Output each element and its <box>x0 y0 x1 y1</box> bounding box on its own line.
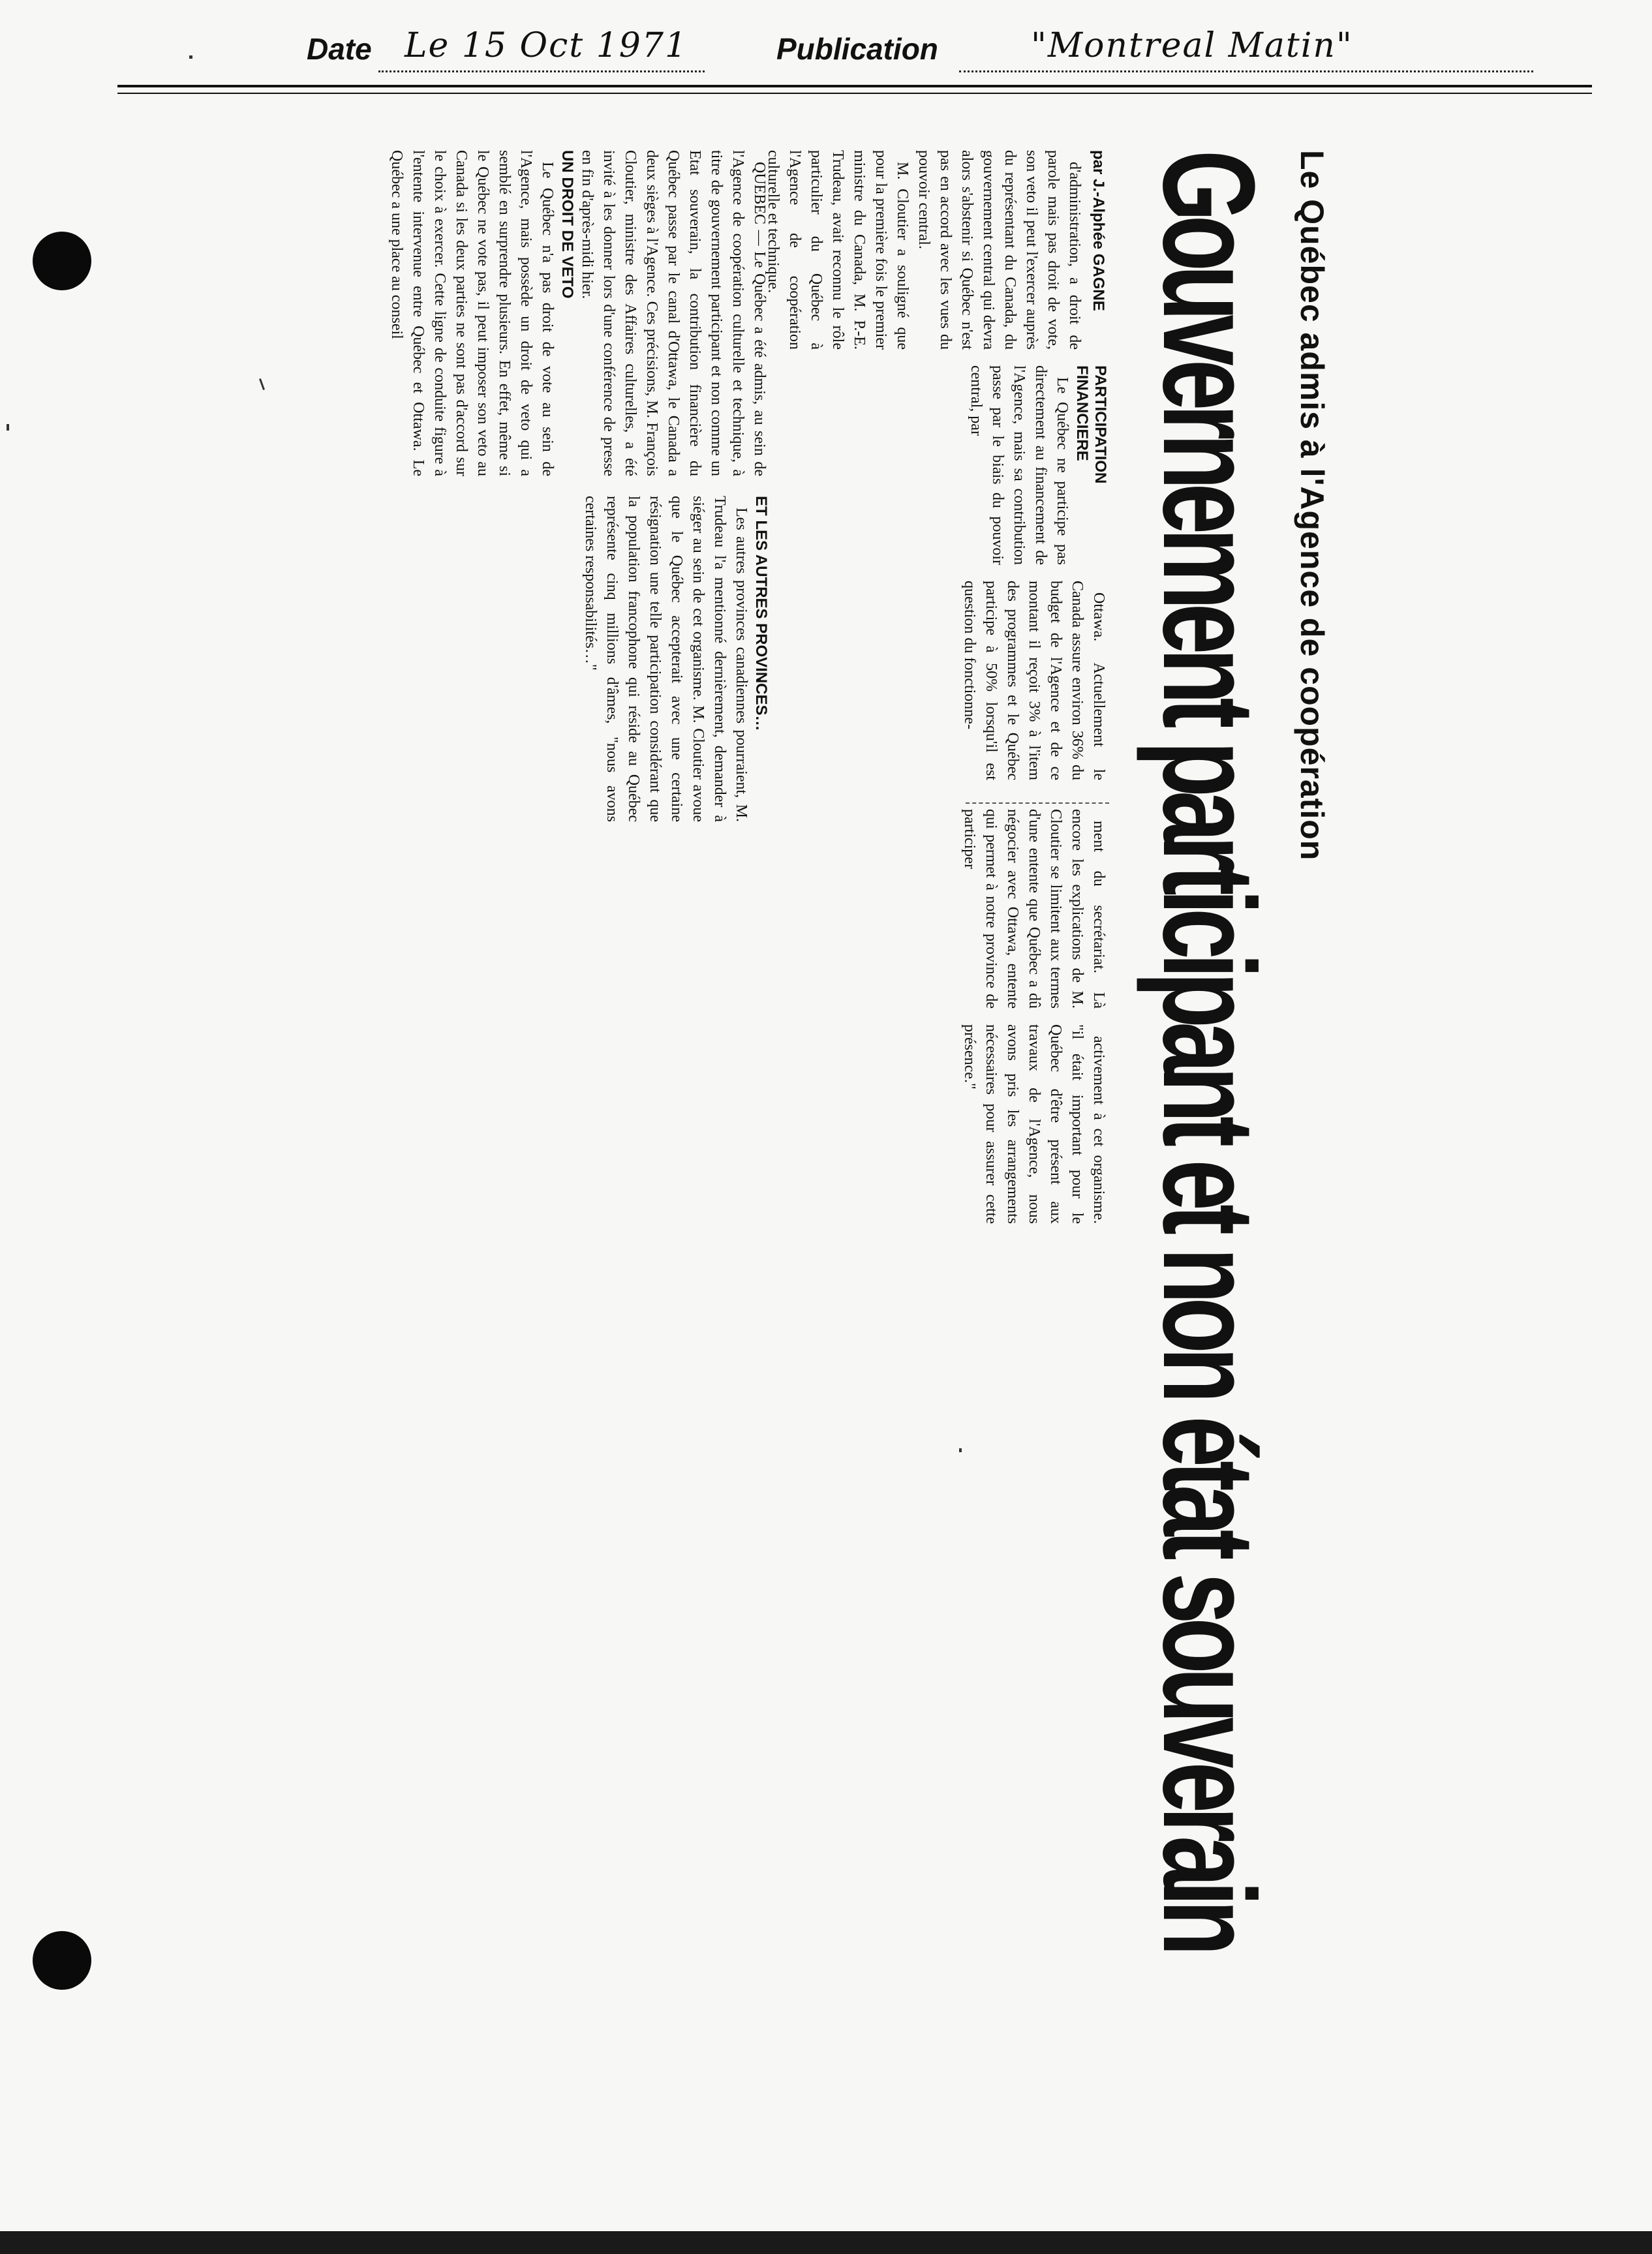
article-column-4 <box>958 809 1109 1009</box>
publication-line <box>959 70 1533 72</box>
scan-speck <box>189 55 192 59</box>
paragraph: Les autres provinces canadiennes pourraient, M. Trudeau l'a mentionné dernièrement, demander à siéger au sein de cet organisme. M. Cloutier avoue que le Québec accepterait avec une certaine résignation une telle participation considérant que la population francophone qui réside au Québec représente cinq millions d'âmes, "nous avons certaines responsabilités…" <box>582 496 750 822</box>
article-column-2 <box>965 365 1109 565</box>
paragraph: ment du secrétariat. Là encore les explications de M. Cloutier se limitent aux termes d'une entente que Québec a dû négocier avec Ottawa, entente qui permet à notre province de participer <box>961 809 1107 1009</box>
paragraph: M. Cloutier a souligné que pour la première fois le premier ministre du Canada, M. P.-E. Trudeau, avait reconnu le rôle particulier du Québec à l'Agence de coopération culturelle et technique. <box>765 150 911 350</box>
article-kicker: Le Québec admis à l'Agence de coopération <box>1294 150 1330 861</box>
subhead: PARTICIPATION FINANCIERE <box>1073 365 1109 484</box>
scan-speck <box>259 378 265 390</box>
header-rule <box>117 85 1592 87</box>
publication-value: "Montreal Matin" <box>1031 26 1353 65</box>
publication-label: Publication <box>776 32 938 66</box>
article-column-6 <box>386 150 770 476</box>
article-tier-upper <box>765 150 1109 2029</box>
column-divider <box>966 802 1109 804</box>
paragraph: QUEBEC — Le Québec a été admis, au sein de l'Agence de coopération culturelle et technique, à titre de gouvernement participant et non comme un Etat souverain, la contribution financière du Québec passe par le canal d'Ottawa, le Canada a deux sièges à l'Agence. Ces précisions, M. François Cloutier, ministre des Affaires culturelles, a été invité à les donner lors d'une conférence de presse en fin d'après-midi hier. <box>579 150 768 476</box>
article-byline: par J.-Alphée GAGNE <box>1090 150 1107 311</box>
date-label: Date <box>307 32 372 66</box>
article-headline: Gouvernement participant et non état souverain <box>1136 150 1281 1950</box>
article-column-1 <box>762 150 1109 350</box>
header-rule-thin <box>117 93 1592 94</box>
subhead: ET LES AUTRES PROVINCES… <box>752 496 770 731</box>
paragraph: Le Québec n'a pas droit de vote au sein de l'Agence, mais possède un droit de veto qui a semblé en surprendre plusieurs. En effet, même si le Québec ne vote pas, il peut imposer son veto au Canada si les deux parties ne sont pas d'accord sur le choix à exercer. Cette ligne de conduite figure à l'entente intervenue entre Québec et Ottawa. Le Québec a une place au conseil <box>388 150 556 476</box>
newspaper-article <box>352 150 1331 2029</box>
scan-bottom-edge <box>0 2231 1652 2254</box>
article-column-3 <box>958 581 1109 780</box>
binder-hole-bottom <box>33 1931 91 1990</box>
subhead: UN DROIT DE VETO <box>558 150 576 299</box>
scan-speck <box>7 424 9 431</box>
clipping-header <box>307 26 1546 78</box>
date-value: Le 15 Oct 1971 <box>405 26 688 65</box>
paragraph: Ottawa. Actuellement le Canada assure environ 36% du budget de l'Agence et de ce montant il reçoit 3% à l'item des programmes et le Québec participe à 50% lorsqu'il est question du fonctionne- <box>961 581 1107 780</box>
article-column-5 <box>958 1024 1109 1224</box>
article-tier-lower <box>388 150 770 2029</box>
paragraph: d'administration, a droit de parole mais pas droit de vote, son veto il peut l'exercer auprès du représentant du Canada, du gouvernement central qui devra alors s'abstenir si Québec n'est pas en accord avec les vues du pouvoir central. <box>915 150 1083 350</box>
paragraph: Le Québec ne participe pas directement au financement de l'Agence, mais sa contribution passe par le biais du pouvoir central, par <box>968 365 1071 565</box>
binder-hole-top <box>33 232 91 290</box>
date-line <box>378 70 705 72</box>
article-column-7 <box>579 496 770 822</box>
paragraph: activement à cet organisme. "il était important pour le Québec d'être présent aux travaux de l'Agence, nous avons pris les arrangements nécessaires pour assurer cette présence." <box>961 1024 1107 1224</box>
